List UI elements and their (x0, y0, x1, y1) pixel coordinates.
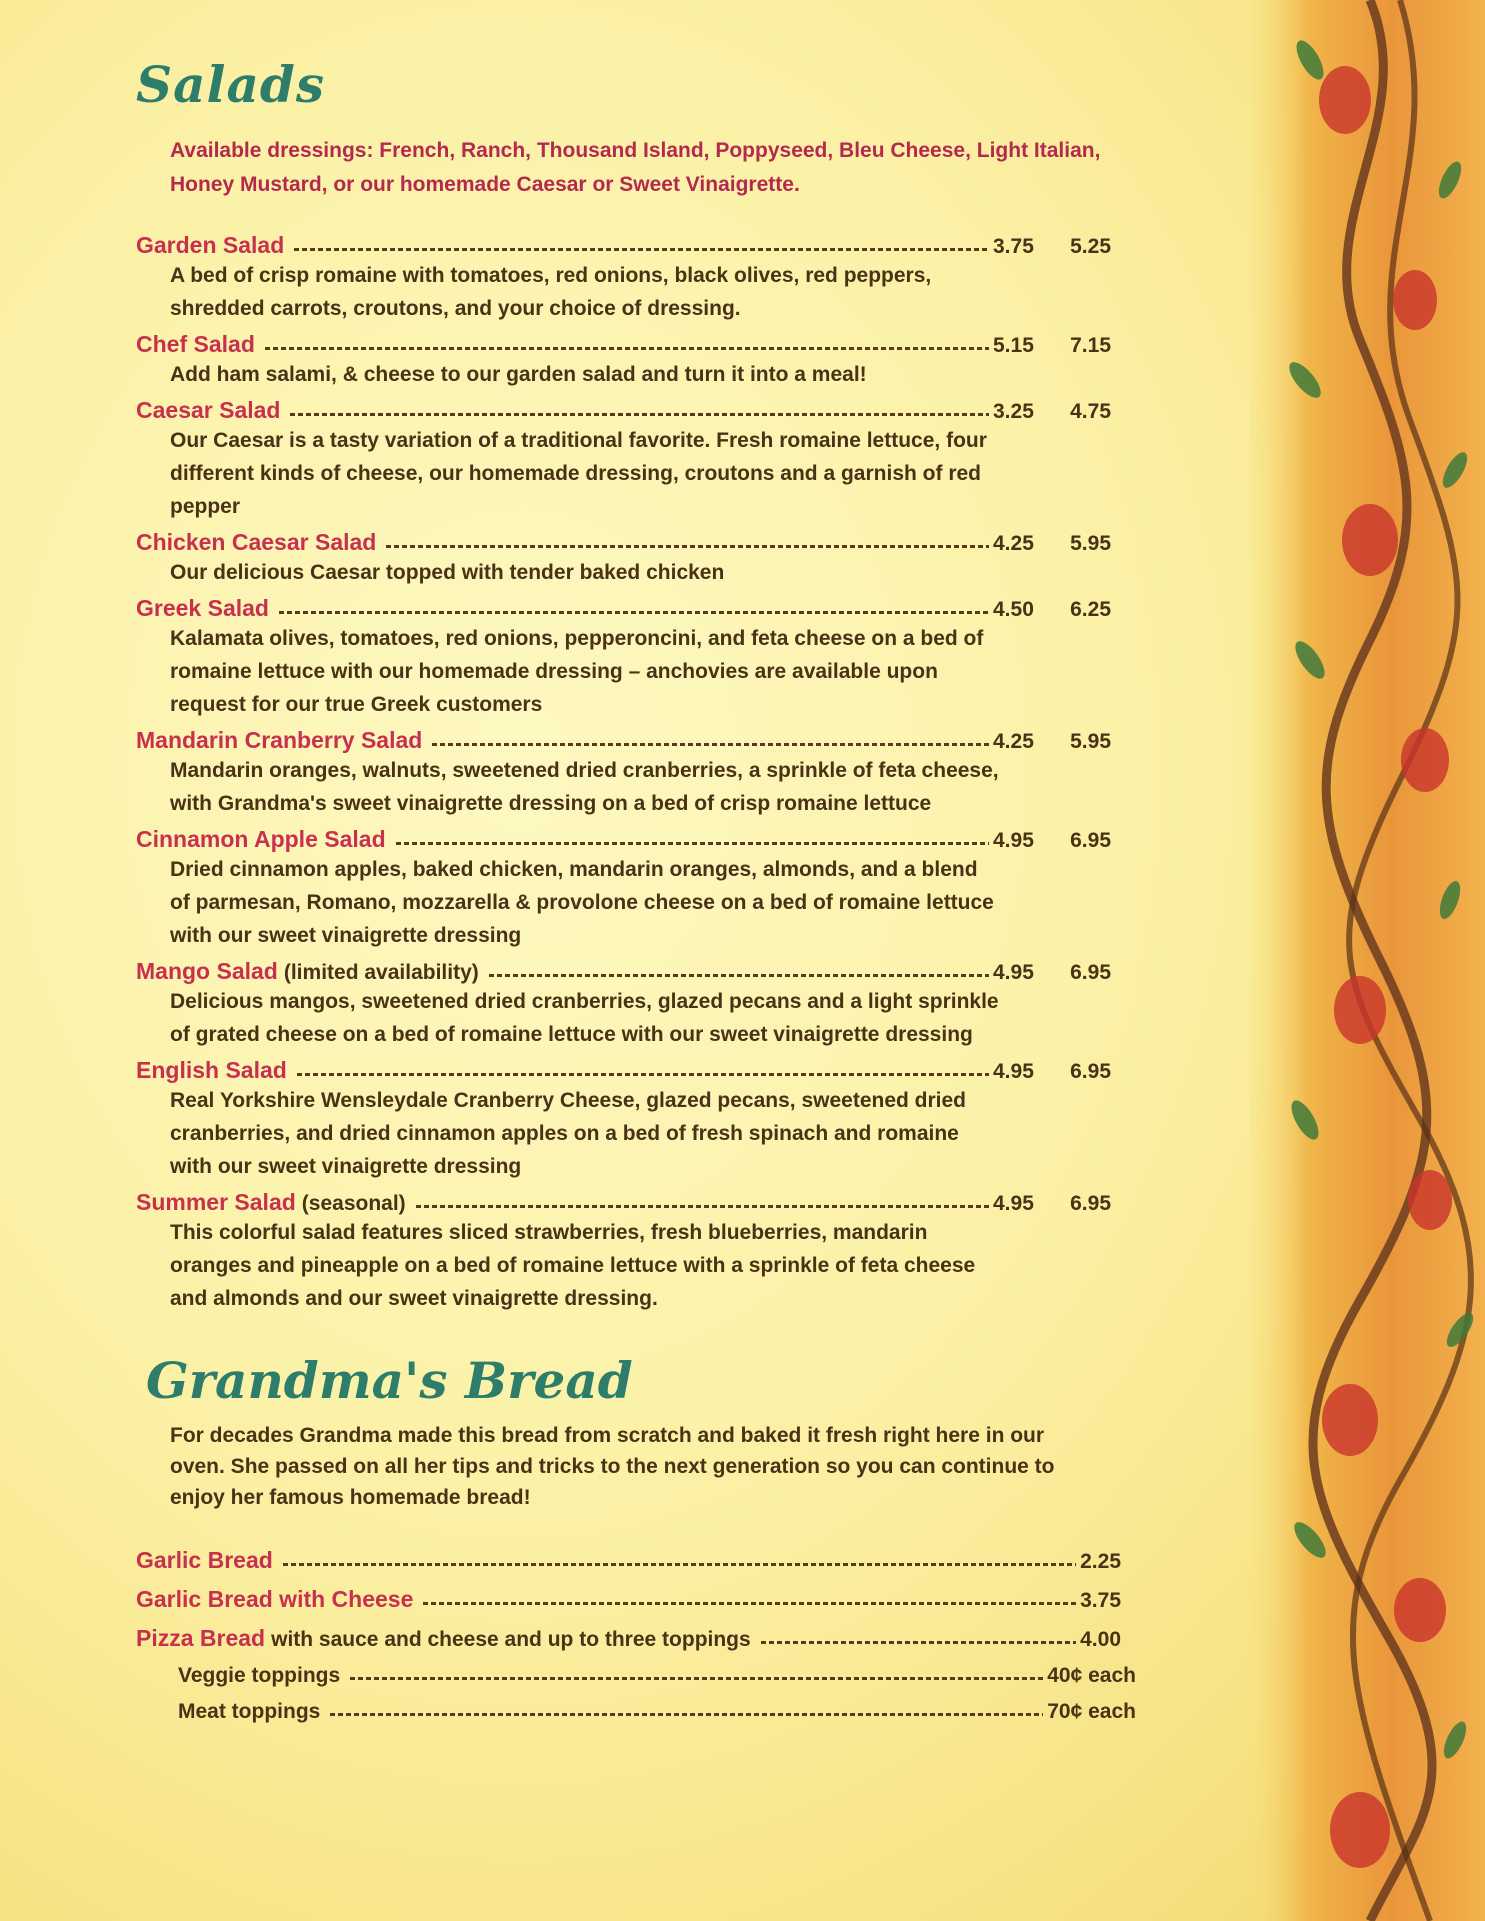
price-large: 6.95 (1070, 1060, 1111, 1083)
item-description: Mandarin oranges, walnuts, sweetened dried cranberries, a sprinkle of feta cheese, with Grandma's sweet vinaigrette dressing on a bed of crisp romaine lettuce (170, 759, 999, 815)
price-large: 4.75 (1070, 400, 1111, 423)
dot-leader (297, 1073, 989, 1076)
dot-leader (330, 1713, 1043, 1716)
item-note: with sauce and cheese and up to three toppings (271, 1628, 751, 1651)
item-description: Real Yorkshire Wensleydale Cranberry Cheese, glazed pecans, sweetened dried cranberries, and dried cinnamon apples on a bed of fresh spinach and romaine with our sweet vinaigrette dressing (170, 1089, 967, 1178)
menu-item (136, 721, 1151, 820)
price-large: 6.95 (1070, 1192, 1111, 1215)
dot-leader (396, 842, 989, 845)
bread-item-row (136, 1574, 1121, 1613)
dot-leader (283, 1563, 1076, 1566)
price-large: 6.95 (1070, 829, 1111, 852)
price-large: 6.95 (1070, 961, 1111, 984)
dot-leader (386, 545, 989, 548)
price-large: 5.95 (1070, 730, 1111, 753)
price-large: 6.25 (1070, 598, 1111, 621)
item-description: Our Caesar is a tasty variation of a traditional favorite. Fresh romaine lettuce, four different kinds of cheese, our homemade dressing, croutons and a garnish of red pepper (170, 429, 987, 518)
topping-price: 70¢ each (1047, 1700, 1136, 1723)
menu-item (136, 226, 1151, 325)
price-large: 5.25 (1070, 235, 1111, 258)
price-large: 5.95 (1070, 532, 1111, 555)
bread-heading: Grandma's Bread (146, 1351, 633, 1410)
bread-item-row (136, 1613, 1121, 1652)
dot-leader (290, 413, 989, 416)
menu-item (136, 523, 1151, 589)
menu-item (136, 589, 1151, 721)
item-name: Summer Salad (136, 1189, 296, 1215)
price-small: 4.25 (993, 532, 1034, 555)
item-description: Add ham salami, & cheese to our garden salad and turn it into a meal! (170, 363, 867, 386)
dot-leader (294, 248, 989, 251)
item-name: Garden Salad (136, 232, 285, 258)
price-small: 5.15 (993, 334, 1034, 357)
topping-price: 40¢ each (1047, 1664, 1136, 1687)
item-name: Mango Salad (136, 958, 278, 984)
topping-row (136, 1688, 1136, 1724)
bread-intro: For decades Grandma made this bread from scratch and baked it fresh right here in our oven. She passed on all her tips and tricks to the next generation so you can continue to enjoy her famous homemade bread! (170, 1424, 1055, 1509)
dot-leader (350, 1677, 1043, 1680)
menu-item-row (136, 820, 1111, 853)
topping-name: Meat toppings (178, 1700, 321, 1723)
dressings-note: Available dressings: French, Ranch, Thousand Island, Poppyseed, Bleu Cheese, Light Italian, Honey Mustard, or our homemade Caesar or Sweet Vinaigrette. (170, 139, 1101, 196)
price-small: 4.95 (993, 829, 1034, 852)
price-small: 4.25 (993, 730, 1034, 753)
dot-leader (265, 347, 989, 350)
item-name: Cinnamon Apple Salad (136, 826, 386, 852)
menu-item-row (136, 523, 1111, 556)
item-note: (seasonal) (301, 1192, 406, 1215)
menu-item-row (136, 721, 1111, 754)
bread-item-row (136, 1535, 1121, 1574)
item-name: Caesar Salad (136, 397, 281, 423)
item-name: Chef Salad (136, 331, 255, 357)
menu-item-row (136, 589, 1111, 622)
menu-content (136, 55, 1151, 1724)
item-note: (limited availability) (283, 961, 479, 984)
item-name: English Salad (136, 1057, 287, 1083)
menu-item-row (136, 391, 1111, 424)
price-small: 4.95 (993, 1192, 1034, 1215)
menu-item-row (136, 325, 1111, 358)
menu-item (136, 1051, 1151, 1183)
menu-item-row (136, 1051, 1111, 1084)
price-small: 4.95 (993, 1060, 1034, 1083)
menu-item-row (136, 226, 1111, 259)
item-name: Garlic Bread with Cheese (136, 1586, 414, 1612)
topping-row (136, 1652, 1136, 1688)
item-name: Garlic Bread (136, 1547, 273, 1573)
menu-item (136, 325, 1151, 391)
dot-leader (761, 1641, 1076, 1644)
menu-item (136, 820, 1151, 952)
bread-list (136, 1535, 1151, 1652)
vine-border-decoration (1250, 0, 1485, 1921)
item-description: This colorful salad features sliced strawberries, fresh blueberries, mandarin oranges and pineapple on a bed of romaine lettuce with a sprinkle of feta cheese and almonds and our sweet vinaigrette dressing. (170, 1221, 976, 1310)
item-price: 2.25 (1080, 1550, 1121, 1573)
item-description: A bed of crisp romaine with tomatoes, red onions, black olives, red peppers, shredded carrots, croutons, and your choice of dressing. (170, 264, 932, 320)
item-description: Kalamata olives, tomatoes, red onions, pepperoncini, and feta cheese on a bed of romaine lettuce with our homemade dressing – anchovies are available upon request for our true Greek customers (170, 627, 984, 716)
topping-list (136, 1652, 1151, 1724)
menu-item (136, 391, 1151, 523)
salad-list (136, 226, 1151, 1315)
menu-item (136, 952, 1151, 1051)
salads-heading: Salads (136, 55, 326, 114)
item-name: Chicken Caesar Salad (136, 529, 377, 555)
menu-item-row (136, 952, 1111, 985)
price-small: 3.25 (993, 400, 1034, 423)
price-large: 7.15 (1070, 334, 1111, 357)
menu-item-row (136, 1183, 1111, 1216)
dot-leader (416, 1205, 989, 1208)
menu-item (136, 1183, 1151, 1315)
price-small: 3.75 (993, 235, 1034, 258)
item-name: Mandarin Cranberry Salad (136, 727, 423, 753)
price-small: 4.95 (993, 961, 1034, 984)
item-name: Greek Salad (136, 595, 269, 621)
item-name: Pizza Bread (136, 1625, 266, 1651)
item-price: 4.00 (1080, 1628, 1121, 1651)
item-price: 3.75 (1080, 1589, 1121, 1612)
dot-leader (279, 611, 989, 614)
item-description: Our delicious Caesar topped with tender baked chicken (170, 561, 725, 584)
topping-name: Veggie toppings (178, 1664, 341, 1687)
item-description: Delicious mangos, sweetened dried cranberries, glazed pecans and a light sprinkle of grated cheese on a bed of romaine lettuce with our sweet vinaigrette dressing (170, 990, 999, 1046)
price-small: 4.50 (993, 598, 1034, 621)
dot-leader (489, 974, 989, 977)
item-description: Dried cinnamon apples, baked chicken, mandarin oranges, almonds, and a blend of parmesan, Romano, mozzarella & provolone cheese on a bed of romaine lettuce with our sweet vinaigrette dressing (170, 858, 994, 947)
dot-leader (423, 1602, 1076, 1605)
dot-leader (432, 743, 989, 746)
